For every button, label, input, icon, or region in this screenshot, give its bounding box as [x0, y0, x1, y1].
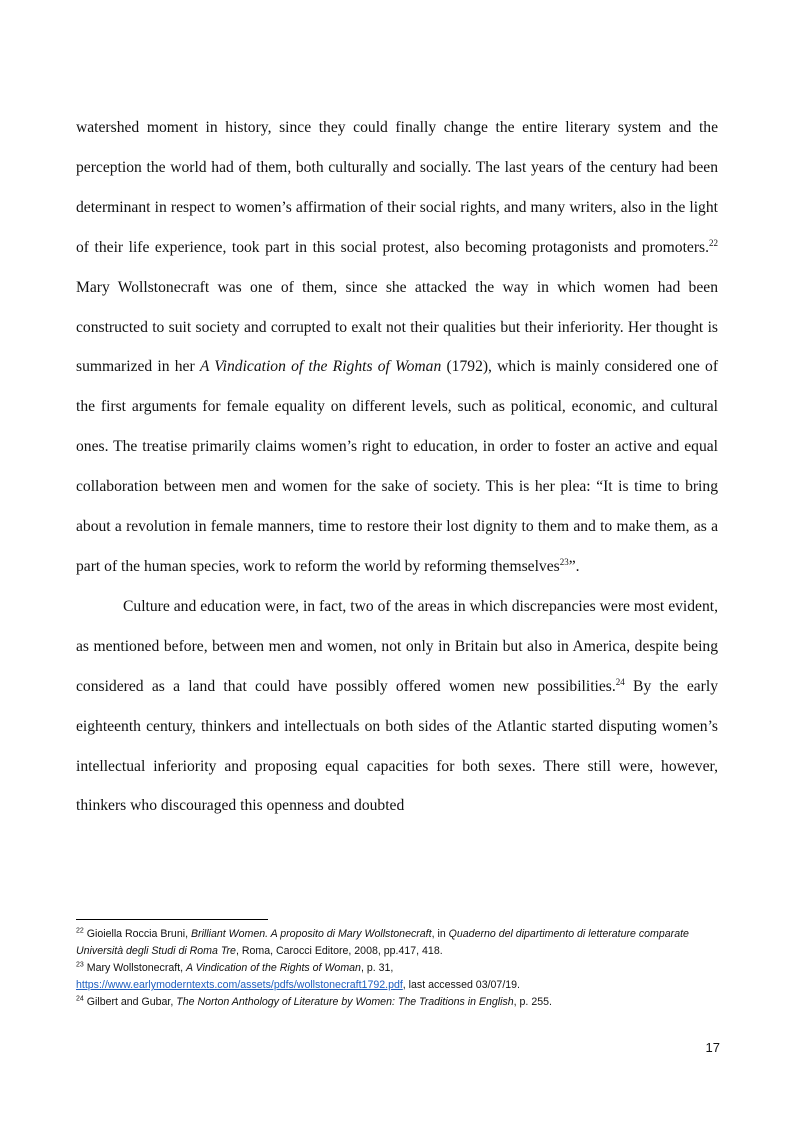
body-text — [76, 108, 718, 826]
footnote-23: $^{23}$ Mary Wollstonecraft, A Vindication of the Rights of Woman, p. 31, https://www.earlymoderntexts.com/assets/pdfs/wollstonecraft1792.pdf, last accessed 03/07/19. — [76, 961, 520, 991]
source-link[interactable]: https://www.earlymoderntexts.com/assets/pdfs/wollstonecraft1792.pdf — [76, 979, 403, 991]
footnotes — [76, 926, 726, 1011]
footnote-separator — [76, 919, 268, 920]
footnote-22: $^{22}$ Gioiella Roccia Bruni, Brilliant Women. A proposito di Mary Wollstonecraft, in Quaderno del dipartimento di letterature comparate Università degli Studi di Roma Tre, Roma, Carocci Editore, 2008, pp.417, 418. — [76, 927, 689, 957]
page-number: 17 — [705, 1040, 720, 1055]
footnote-24: $^{24}$ Gilbert and Gubar, The Norton Anthology of Literature by Women: The Traditions in English, p. 255. — [76, 995, 552, 1008]
paragraph-1: watershed moment in history, since they could finally change the entire literary system and the perception the world had of them, both culturally and socially. The last years of the century had been determinant in respect to women’s affirmation of their social rights, and many writers, also in the light of their life experience, took part in this social protest, also becoming protagonists and promoters.$^{22}$ Mary Wollstonecraft was one of them, since she attacked the way in which women had been constructed to suit society and corrupted to exalt not their qualities but their inferiority. Her thought is summarized in her A Vindication of the Rights of Woman (1792), which is mainly considered one of the first arguments for female equality on different levels, such as political, economic, and cultural ones. The treatise primarily claims women’s right to education, in order to foster an active and equal collaboration between men and women for the sake of society. This is her plea: “It is time to bring about a revolution in female manners, time to restore their lost dignity to them and to make them, as a part of the human species, work to reform the world by reforming themselves$^{23}$”. — [76, 119, 719, 575]
book-title: A Vindication of the Rights of Woman — [199, 358, 442, 376]
paragraph-2: Culture and education were, in fact, two of the areas in which discrepancies were most evident, as mentioned before, between men and women, not only in Britain but also in America, despite being considered as a land that could have possibly offered women new possibilities.$^{24}$ By the early eighteenth century, thinkers and intellectuals on both sides of the Atlantic started disputing women’s intellectual inferiority and proposing equal capacities for both sexes. There still were, however, thinkers who discouraged this openness and doubted — [76, 597, 719, 815]
footnote-ref-22[interactable]: 22 — [709, 237, 718, 248]
footnote-ref-24[interactable]: 24 — [615, 676, 625, 687]
footnote-ref-23[interactable]: 23 — [559, 556, 569, 567]
